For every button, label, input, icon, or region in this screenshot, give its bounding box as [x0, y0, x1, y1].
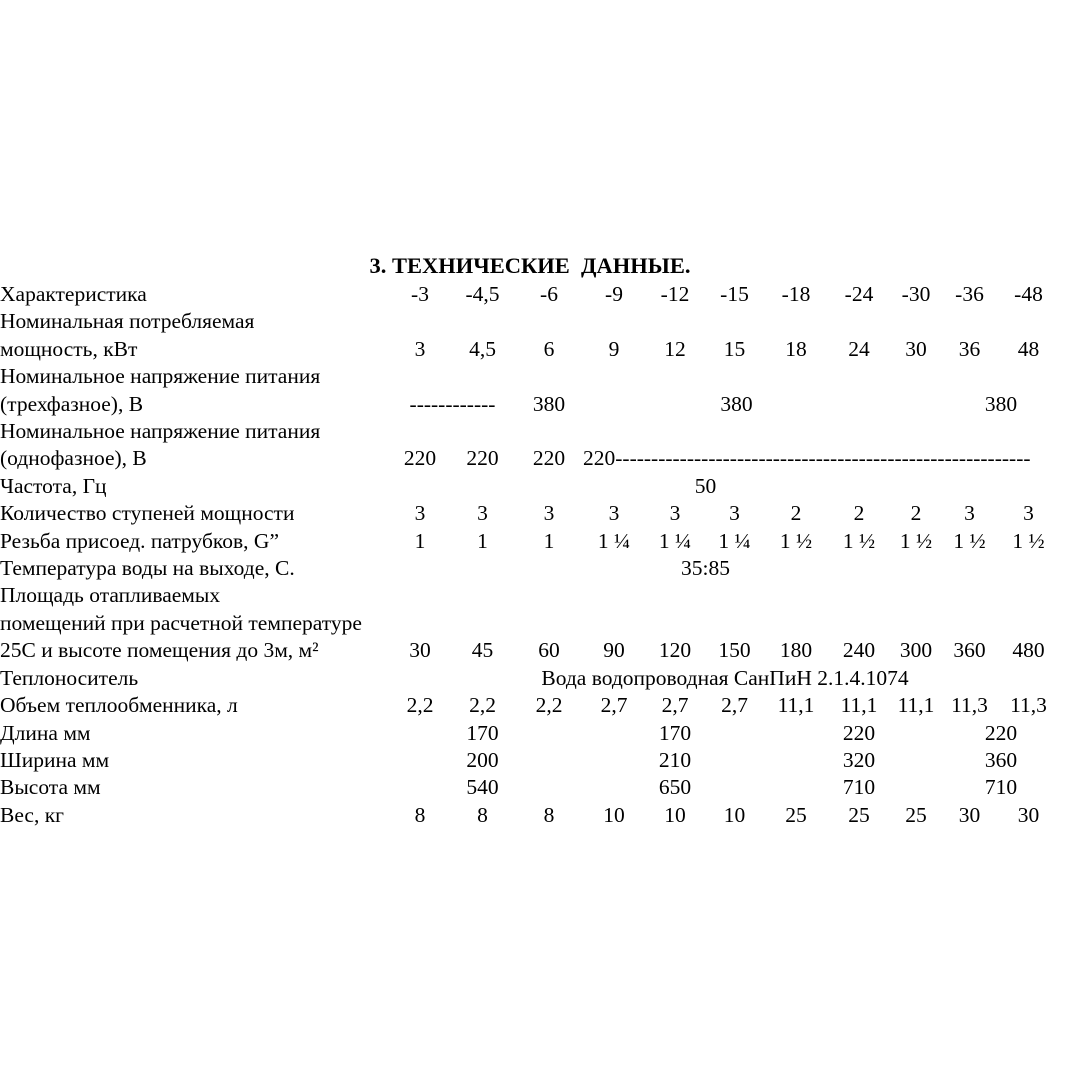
cell-volume: 2,7 [721, 693, 748, 718]
cell-length: 170 [658, 720, 692, 745]
empty-cell [390, 473, 583, 500]
technical-data-table [0, 281, 1060, 829]
column-header: -36 [955, 282, 984, 306]
cell-steps: 2 [790, 501, 802, 526]
row-label-heated-area [0, 582, 390, 664]
row-characteristic [0, 281, 1060, 308]
cell-height: 710 [842, 775, 876, 800]
cell-volume: 2,2 [535, 693, 563, 718]
row-width [0, 747, 1060, 774]
cell-power: 30 [905, 336, 927, 361]
empty-cell [390, 555, 583, 582]
label-line: (однофазное), В [0, 446, 147, 471]
cell-voltage: 380 [720, 391, 753, 416]
cell-thread: 1 ½ [899, 528, 933, 553]
column-header: -3 [411, 282, 429, 306]
cell-volume: 2,7 [600, 693, 628, 718]
cell-weight: 25 [785, 802, 807, 827]
cell-thread: 1 ½ [953, 528, 986, 553]
column-header: -48 [1014, 282, 1043, 306]
cell-area: 150 [718, 638, 751, 663]
empty-cell [390, 720, 450, 747]
cell-weight: 10 [664, 802, 686, 827]
cell-height: 540 [466, 775, 499, 800]
cell-height: 650 [658, 775, 692, 800]
cell-steps: 3 [543, 501, 555, 526]
column-header: -12 [660, 282, 690, 306]
cell-power: 12 [664, 336, 686, 361]
cell-power: 15 [723, 336, 746, 361]
row-label-volume: Объем теплообменника, л [0, 693, 238, 718]
cell-voltage: 220 [403, 446, 437, 471]
cell-area: 30 [409, 638, 431, 663]
cell-volume: 11,1 [897, 693, 935, 718]
row-frequency [0, 473, 1060, 500]
cell-steps: 3 [477, 501, 488, 526]
cell-volume: 2,2 [406, 693, 434, 718]
cell-weight: 8 [477, 802, 488, 827]
cell-weight: 25 [848, 802, 870, 827]
cell-steps: 2 [853, 501, 865, 526]
row-label-frequency: Частота, Гц [0, 473, 107, 498]
cell-power: 18 [785, 336, 807, 361]
cell-voltage: 380 [532, 391, 566, 416]
row-label-water-temp: Температура воды на выходе, С. [0, 556, 295, 581]
cell-steps: 2 [910, 501, 922, 526]
row-power-steps [0, 500, 1060, 527]
empty-cell [705, 774, 828, 801]
cell-area: 180 [779, 638, 813, 663]
cell-steps: 3 [964, 501, 975, 526]
empty-cell [705, 720, 828, 747]
cell-thread: 1 ½ [1012, 528, 1045, 553]
label-line: Номинальное напряжение питания [0, 419, 321, 444]
empty-cell [890, 363, 942, 418]
label-line: (трехфазное), В [0, 391, 144, 416]
cell-area: 480 [1012, 638, 1045, 663]
label-line: Номинальная потребляемая [0, 309, 255, 334]
column-header: -4,5 [465, 282, 500, 306]
cell-volume: 11,1 [777, 693, 815, 718]
row-label-height: Высота мм [0, 775, 101, 800]
cell-area: 300 [899, 638, 933, 663]
row-label-voltage-three-phase [0, 363, 390, 418]
cell-steps: 3 [729, 501, 740, 526]
row-label-weight: Вес, кг [0, 802, 64, 827]
cell-area: 240 [842, 638, 876, 663]
label-line: 25С и высоте помещения до 3м, м² [0, 638, 319, 663]
cell-weight: 25 [905, 802, 927, 827]
cell-weight: 10 [603, 802, 625, 827]
cell-coolant: Вода водопроводная СанПиН 2.1.4.1074 [541, 665, 909, 690]
empty-cell [390, 747, 450, 774]
cell-length: 220 [984, 720, 1018, 745]
cell-thread: 1 [414, 528, 426, 553]
cell-area: 45 [471, 638, 494, 663]
cell-length: 170 [466, 720, 499, 745]
cell-thread: 1 ½ [842, 528, 876, 553]
cell-weight: 8 [543, 802, 555, 827]
cell-water-temp: 35:85 [681, 556, 730, 581]
cell-area: 60 [538, 638, 560, 663]
cell-voltage-dash: 220---------------------------------------------------------- [583, 446, 1031, 471]
cell-thread: 1 [477, 528, 488, 553]
row-heated-area [0, 582, 1060, 664]
empty-cell [515, 720, 645, 747]
cell-width: 320 [842, 747, 876, 772]
empty-cell [890, 720, 942, 747]
cell-weight: 30 [1017, 802, 1040, 827]
row-nominal-power [0, 308, 1060, 363]
label-line: мощность, кВт [0, 336, 138, 361]
cell-thread: 1 ¼ [718, 528, 751, 553]
label-line: помещений при расчетной температуре [0, 610, 362, 635]
cell-width: 200 [466, 747, 499, 772]
cell-voltage: 380 [984, 391, 1018, 416]
cell-area: 360 [953, 638, 986, 663]
row-length [0, 720, 1060, 747]
row-label-coolant: Теплоноситель [0, 665, 139, 690]
cell-volume: 2,7 [661, 693, 689, 718]
row-voltage-three-phase [0, 363, 1060, 418]
cell-voltage: 220 [532, 446, 566, 471]
column-header: -9 [605, 282, 623, 306]
cell-volume: 2,2 [469, 693, 496, 718]
empty-cell [890, 774, 942, 801]
row-weight [0, 802, 1060, 829]
label-line: Номинальное напряжение питания [0, 364, 321, 389]
cell-width: 210 [658, 747, 692, 772]
empty-cell [390, 774, 450, 801]
row-label-length: Длина мм [0, 720, 91, 745]
section-title: 3. ТЕХНИЧЕСКИЕ ДАННЫЕ. [369, 253, 691, 278]
row-thread [0, 528, 1060, 555]
cell-thread: 1 [543, 528, 555, 553]
cell-length: 220 [842, 720, 876, 745]
column-header: -30 [901, 282, 931, 306]
cell-power: 9 [608, 336, 620, 361]
cell-volume: 11,3 [951, 693, 988, 718]
column-header: -6 [540, 282, 558, 306]
row-label-thread: Резьба присоед. патрубков, G” [0, 528, 279, 553]
empty-cell [515, 774, 645, 801]
column-header: -15 [720, 282, 749, 306]
row-label-width: Ширина мм [0, 747, 110, 772]
cell-height: 710 [984, 775, 1018, 800]
cell-weight: 30 [958, 802, 981, 827]
cell-power: 6 [543, 336, 555, 361]
cell-weight: 10 [723, 802, 746, 827]
empty-cell [828, 473, 1060, 500]
cell-steps: 3 [414, 501, 426, 526]
cell-volume: 11,3 [1010, 693, 1047, 718]
cell-thread: 1 ¼ [597, 528, 631, 553]
cell-voltage-dash: ------------ [409, 391, 496, 416]
row-label-power-steps: Количество ступеней мощности [0, 501, 295, 526]
row-label-voltage-single-phase [0, 418, 390, 473]
cell-steps: 3 [608, 501, 620, 526]
cell-frequency: 50 [694, 473, 717, 498]
cell-thread: 1 ½ [779, 528, 813, 553]
row-label-nominal-power [0, 308, 390, 363]
empty-cell [890, 747, 942, 774]
cell-width: 360 [984, 747, 1018, 772]
cell-steps: 3 [1023, 501, 1034, 526]
cell-power: 48 [1017, 336, 1040, 361]
cell-area: 120 [658, 638, 692, 663]
cell-power: 36 [958, 336, 981, 361]
cell-power: 4,5 [469, 336, 496, 361]
row-label-characteristic: Характеристика [0, 282, 147, 306]
row-voltage-single-phase [0, 418, 1060, 473]
empty-cell [705, 747, 828, 774]
column-header: -24 [844, 282, 874, 306]
row-height [0, 774, 1060, 801]
column-header: -18 [781, 282, 811, 306]
cell-power: 24 [848, 336, 870, 361]
cell-power: 3 [414, 336, 426, 361]
cell-volume: 11,1 [840, 693, 878, 718]
label-line: Площадь отапливаемых [0, 583, 221, 608]
cell-thread: 1 ¼ [658, 528, 692, 553]
cell-voltage: 220 [466, 446, 499, 471]
row-coolant [0, 665, 1060, 692]
empty-cell [515, 747, 645, 774]
row-volume [0, 692, 1060, 719]
cell-weight: 8 [414, 802, 426, 827]
empty-cell [828, 555, 1060, 582]
cell-area: 90 [603, 638, 625, 663]
row-water-temp [0, 555, 1060, 582]
cell-steps: 3 [669, 501, 681, 526]
